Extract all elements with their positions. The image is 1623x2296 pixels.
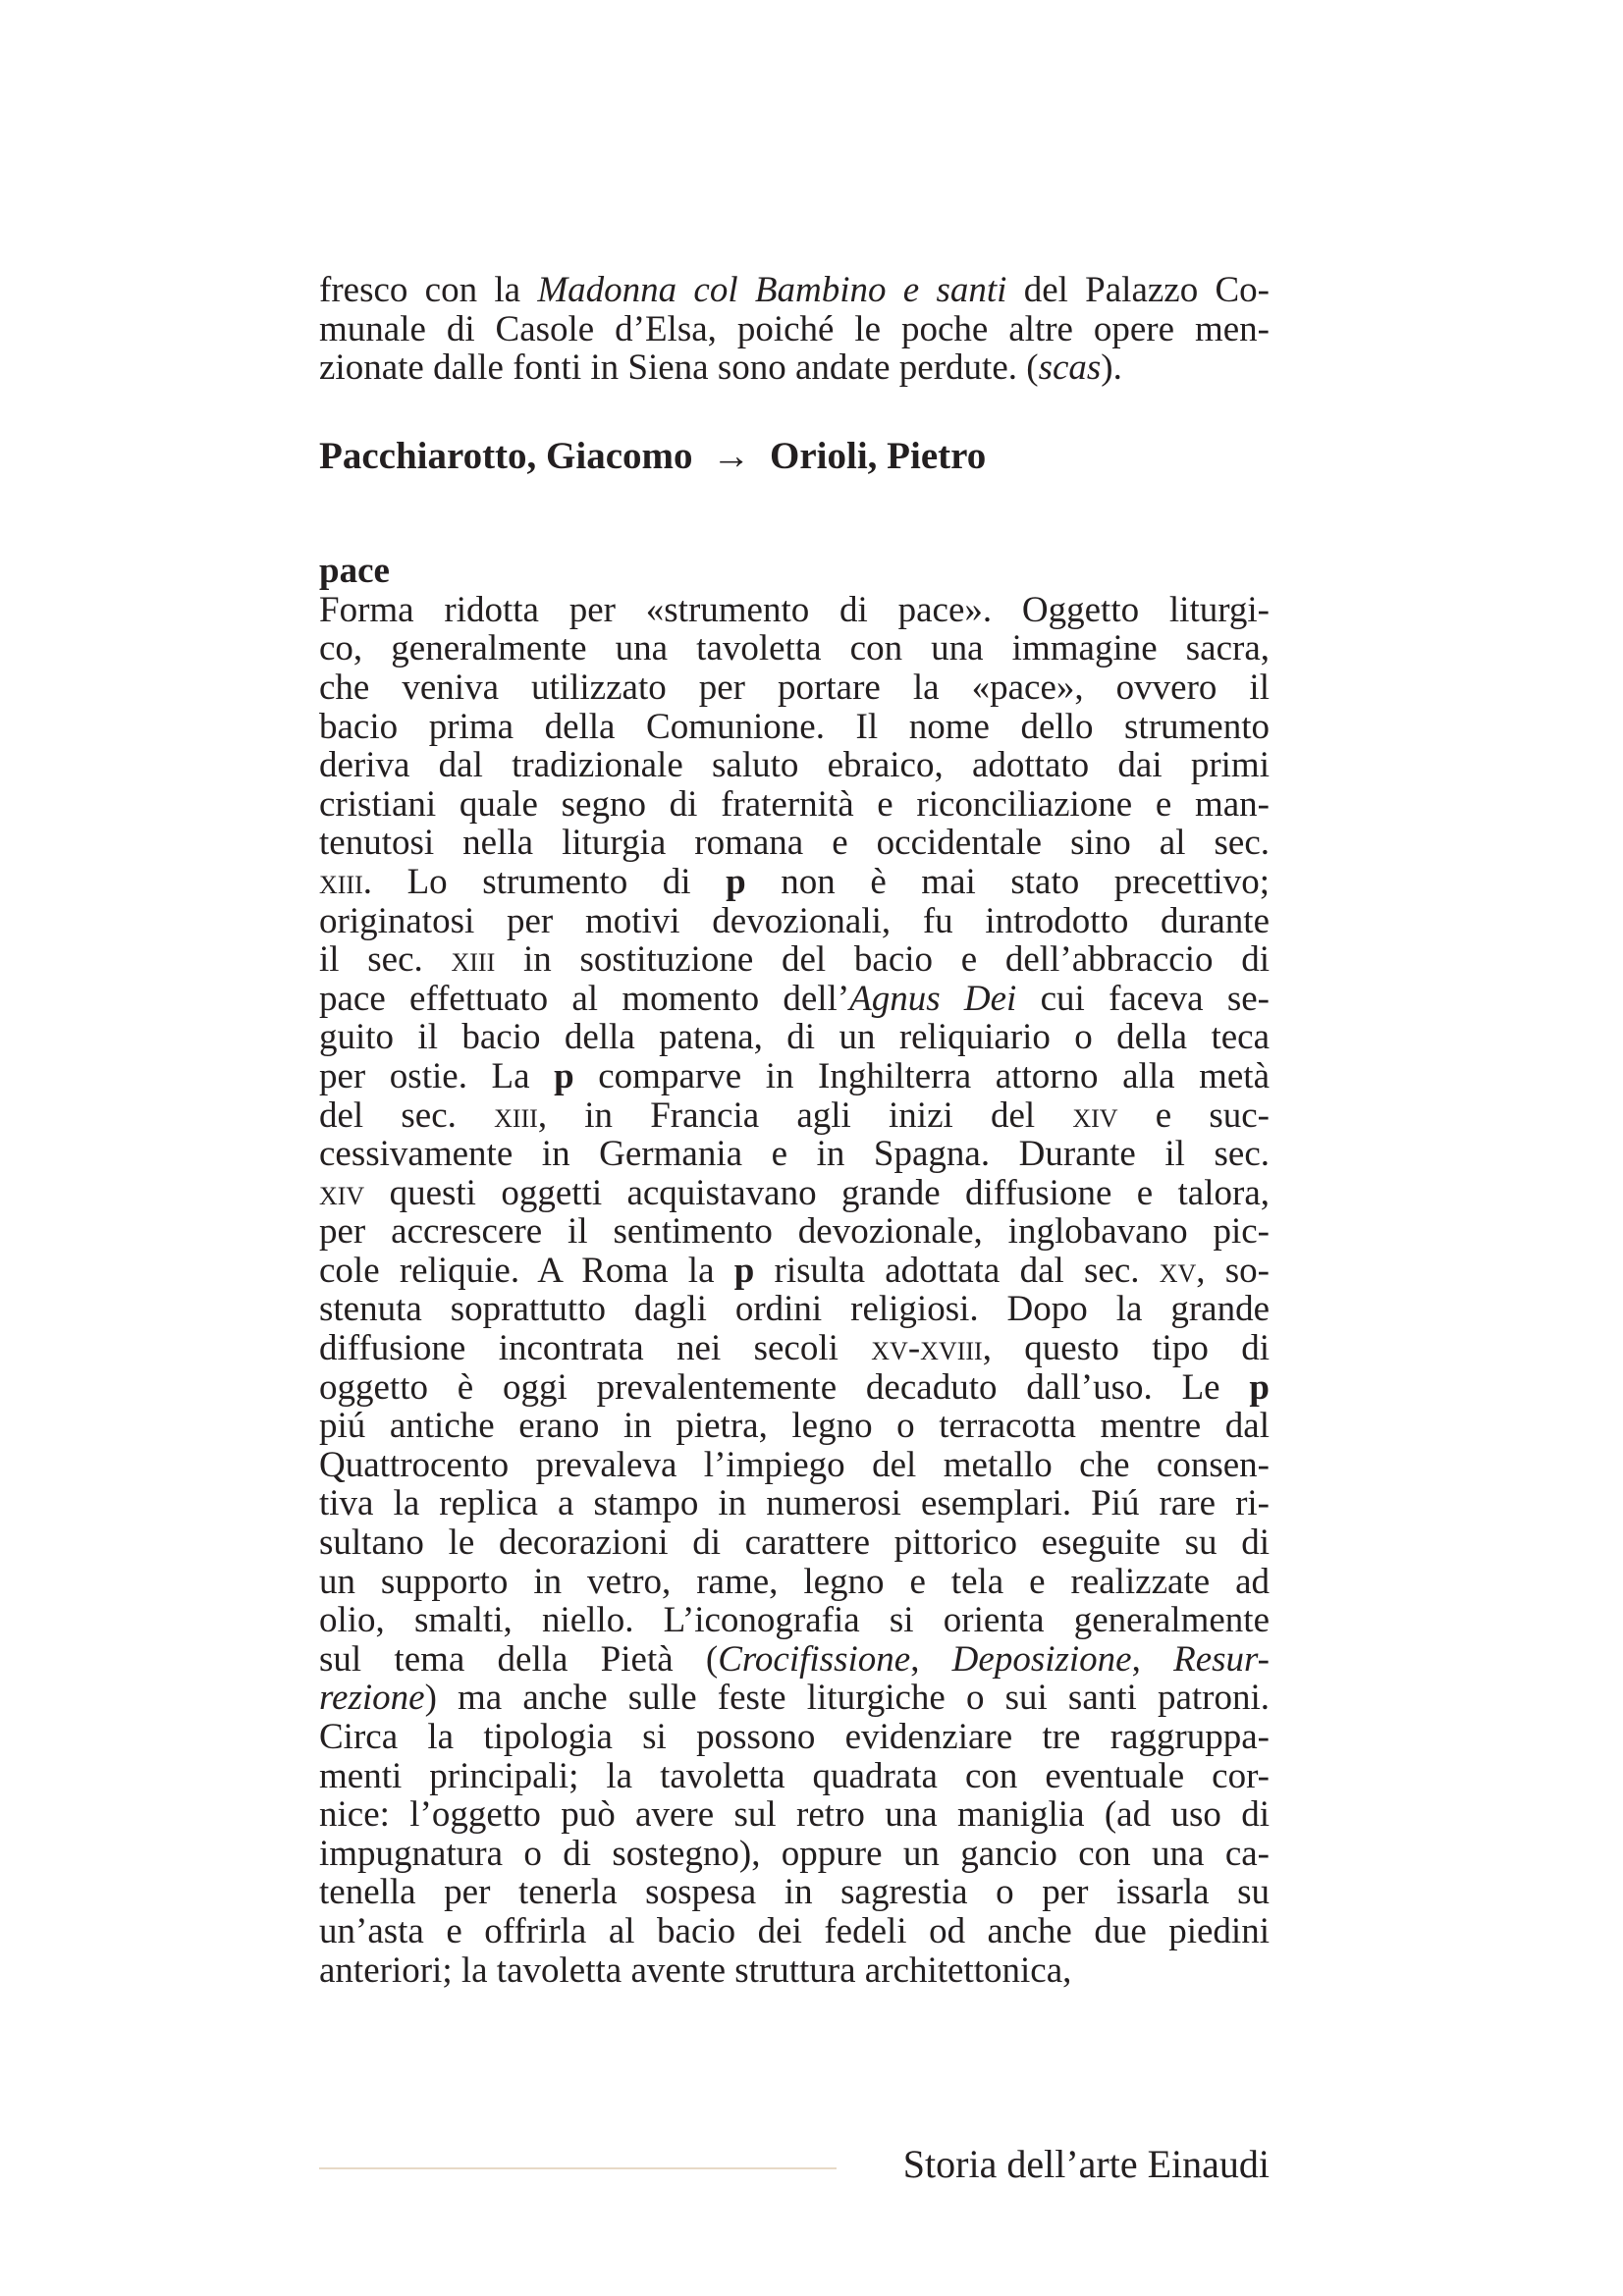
entry-line: un’asta e offrirla al bacio dei fedeli od anche due piedini bbox=[319, 1910, 1270, 1951]
entry-line: anteriori; la tavoletta avente struttura architettonica, bbox=[319, 1949, 1072, 1991]
entry-line: del sec. xiii, in Francia agli inizi del xiv e suc- bbox=[319, 1095, 1270, 1136]
entry-line: per accrescere il sentimento devozionale, inglobavano pic- bbox=[319, 1211, 1270, 1253]
entry-line: xiii. Lo strumento di p non è mai stato precettivo; bbox=[319, 861, 1270, 902]
entry-line: un supporto in vetro, rame, legno e tela e realizzate ad bbox=[319, 1561, 1270, 1602]
abbreviation-bold: p bbox=[1249, 1366, 1270, 1408]
italic-text: Resur- bbox=[1173, 1638, 1270, 1680]
crossref-target[interactable]: Orioli, Pietro bbox=[770, 434, 987, 477]
continued-line: munale di Casole d’Elsa, poiché le poche altre opere men- bbox=[319, 308, 1270, 349]
italic-text: Agnus Dei bbox=[849, 978, 1017, 1019]
right-arrow-icon: → bbox=[712, 434, 751, 477]
abbreviation-bold: p bbox=[726, 861, 746, 902]
roman-numeral: xv-xviii bbox=[871, 1328, 983, 1369]
entry-line: cristiani quale segno di fraternità e riconciliazione e man- bbox=[319, 783, 1270, 825]
abbreviation-bold: p bbox=[554, 1055, 574, 1096]
italic-text: Crocifissione bbox=[718, 1638, 911, 1680]
entry-line: co, generalmente una tavoletta con una immagine sacra, bbox=[319, 628, 1270, 669]
entry-line: pace effettuato al momento dell’Agnus Dei cui faceva se- bbox=[319, 978, 1270, 1019]
footer-publisher: Storia dell’arte Einaudi bbox=[902, 2142, 1270, 2186]
entry-line: xiv questi oggetti acquistavano grande diffusione e talora, bbox=[319, 1172, 1270, 1213]
entry-line: tenella per tenerla sospesa in sagrestia o per issarla su bbox=[319, 1872, 1270, 1913]
entry-line: stenuta soprattutto dagli ordini religiosi. Dopo la grande bbox=[319, 1289, 1270, 1330]
entry-line: impugnatura o di sostegno), oppure un gancio con una ca- bbox=[319, 1833, 1270, 1874]
continued-line: zionate dalle fonti in Siena sono andate perdute. (scas). bbox=[319, 347, 1122, 389]
abbreviation-bold: p bbox=[733, 1250, 755, 1291]
entry-line: Circa la tipologia si possono evidenziare tre raggruppa- bbox=[319, 1717, 1270, 1757]
entry-line: guito il bacio della patena, di un reliquiario o della teca bbox=[319, 1017, 1270, 1058]
entry-line: deriva dal tradizionale saluto ebraico, adottato dai primi bbox=[319, 745, 1270, 786]
entry-line: diffusione incontrata nei secoli xv-xviii, questo tipo di bbox=[319, 1328, 1270, 1369]
entry-line: piú antiche erano in pietra, legno o terracotta mentre dal bbox=[319, 1406, 1270, 1447]
roman-numeral: xv bbox=[1159, 1250, 1197, 1291]
entry-line: il sec. xiii in sostituzione del bacio e dell’abbraccio di bbox=[319, 939, 1270, 981]
roman-numeral: xiii bbox=[319, 861, 363, 902]
crossref-source: Pacchiarotto, Giacomo bbox=[319, 434, 693, 477]
entry-line: che veniva utilizzato per portare la «pace», ovvero il bbox=[319, 667, 1270, 708]
entry-line: Quattrocento prevaleva l’impiego del metallo che consen- bbox=[319, 1444, 1270, 1485]
entry-line: bacio prima della Comunione. Il nome dello strumento bbox=[319, 706, 1270, 747]
italic-text: Deposizione bbox=[951, 1638, 1132, 1680]
entry-line: rezione) ma anche sulle feste liturgiche o sui santi patroni. bbox=[319, 1678, 1270, 1719]
entry-line: tiva la replica a stampo in numerosi esemplari. Piú rare ri- bbox=[319, 1483, 1270, 1524]
text-column bbox=[319, 271, 1270, 1990]
entry-line: oggetto è oggi prevalentemente decaduto dall’uso. Le p bbox=[319, 1366, 1270, 1408]
entry-line: tenutosi nella liturgia romana e occidentale sino al sec. bbox=[319, 823, 1270, 864]
footer-rule bbox=[319, 2167, 837, 2169]
continued-paragraph bbox=[319, 271, 1270, 388]
italic-text: Madonna col Bambino e santi bbox=[537, 270, 1007, 310]
cross-reference bbox=[319, 435, 1270, 478]
entry-headword: pace bbox=[319, 550, 390, 591]
entry-line: cole reliquie. A Roma la p risulta adottata dal sec. xv, so- bbox=[319, 1250, 1270, 1291]
roman-numeral: xiii bbox=[494, 1095, 538, 1136]
entry-line: nice: l’oggetto può avere sul retro una maniglia (ad uso di bbox=[319, 1794, 1270, 1836]
entry-line: Forma ridotta per «strumento di pace». Oggetto liturgi- bbox=[319, 589, 1270, 630]
continued-line: fresco con la Madonna col Bambino e santi del Palazzo Co- bbox=[319, 270, 1270, 310]
roman-numeral: xiv bbox=[1072, 1095, 1118, 1136]
entry-line: sultano le decorazioni di carattere pittorico eseguite su di bbox=[319, 1522, 1270, 1564]
roman-numeral: xiii bbox=[451, 939, 496, 981]
italic-text: scas bbox=[1038, 347, 1102, 389]
entry-line: cessivamente in Germania e in Spagna. Durante il sec. bbox=[319, 1134, 1270, 1175]
italic-text: rezione bbox=[319, 1678, 425, 1719]
roman-numeral: xiv bbox=[319, 1172, 365, 1213]
entry-line: olio, smalti, niello. L’iconografia si orienta generalmente bbox=[319, 1600, 1270, 1641]
entry-line: menti principali; la tavoletta quadrata con eventuale cor- bbox=[319, 1755, 1270, 1796]
entry-body bbox=[319, 591, 1270, 1990]
entry-line: per ostie. La p comparve in Inghilterra attorno alla metà bbox=[319, 1055, 1270, 1096]
entry-line: sul tema della Pietà (Crocifissione, Deposizione, Resur- bbox=[319, 1638, 1270, 1680]
entry-line: originatosi per motivi devozionali, fu introdotto durante bbox=[319, 900, 1270, 941]
